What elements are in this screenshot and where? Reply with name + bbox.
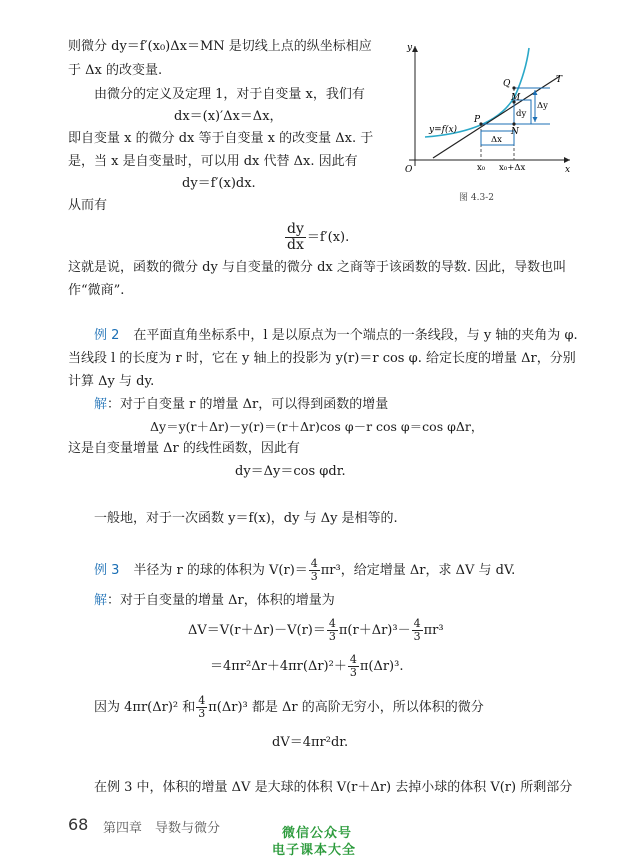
point-Q <box>512 86 515 89</box>
text-line: 则微分 dy＝f′(x₀)Δx＝MN 是切线上点的纵坐标相应 <box>68 39 372 54</box>
y-axis-arrow-icon <box>412 46 418 52</box>
equation-part: π(Δr)³. <box>359 659 404 674</box>
text-line: 于 Δx 的改变量. <box>68 63 163 78</box>
x0dx-label: x₀+Δx <box>499 163 526 173</box>
text-line: 这就是说，函数的微分 dy 与自变量的微分 dx 之商等于该函数的导数. 因此，导数也叫 <box>68 260 567 275</box>
text-line: 一般地，对于一次函数 y＝f(x)，dy 与 Δy 是相等的. <box>94 511 398 526</box>
point-N <box>512 122 515 125</box>
x-axis-label: x <box>565 165 571 175</box>
text-line: 作“微商”. <box>68 283 125 298</box>
solution-line <box>94 396 388 414</box>
text-line <box>94 693 484 723</box>
watermark-line-1: 微信公众号 <box>282 826 353 841</box>
text-line: 当线段 l 的长度为 r 时，它在 y 轴上的投影为 y(r)＝r cos φ. 给定长度的增量 Δr，分别 <box>68 351 576 366</box>
frac-numerator: 4 <box>349 653 357 666</box>
frac-numerator: 4 <box>328 617 336 630</box>
example-2-label: 例 2 <box>94 328 120 343</box>
frac-numerator: dy <box>287 221 304 237</box>
solution-label: 解 <box>94 397 108 412</box>
page-number: 68 <box>68 815 89 834</box>
dy-label: dy <box>516 109 527 119</box>
frac-denominator: 3 <box>413 630 421 643</box>
equation-delta-v-expanded <box>210 652 403 682</box>
x0-label: x₀ <box>477 163 486 173</box>
frac-denominator: 3 <box>310 570 318 583</box>
text-line: 这是自变量增量 Δr 的线性函数，因此有 <box>68 441 300 456</box>
example-2-line <box>94 327 578 345</box>
frac-numerator: 4 <box>198 694 206 707</box>
equation-part: π(r＋Δr)³－ <box>338 623 411 638</box>
Dx-label: Δx <box>491 135 502 145</box>
text-line: 是，当 x 是自变量时，可以用 dx 代替 Δx. 因此有 <box>68 154 358 169</box>
equation-delta-v <box>188 616 444 646</box>
y-axis-label: y <box>407 43 413 53</box>
arrow-down-icon <box>533 117 538 122</box>
solution-label: 解 <box>94 593 108 608</box>
equation: dy＝Δy＝cos φdr. <box>235 464 346 479</box>
equation: dy＝f′(x)dx. <box>182 176 256 191</box>
example-3-line <box>94 556 515 586</box>
frac-denominator: 3 <box>328 630 336 643</box>
text-line: 计算 Δy 与 dy. <box>68 374 155 389</box>
text-part: 因为 4πr(Δr)² 和 <box>94 700 196 715</box>
text-line: 在例 3 中，体积的增量 ΔV 是大球的体积 V(r＋Δr) 去掉小球的体积 V(r) 所剩部分 <box>94 780 573 795</box>
figure-caption: 图 4.3-2 <box>459 193 494 203</box>
solution-line <box>94 592 335 610</box>
equation-part: ΔV＝V(r＋Δr)－V(r)＝ <box>188 623 326 638</box>
M-label: M <box>511 93 521 103</box>
P-label: P <box>474 115 481 125</box>
equation: dx＝(x)′Δx＝Δx， <box>174 109 283 124</box>
frac-denominator: dx <box>287 237 304 253</box>
equation-part: ＝4πr²Δr＋4πr(Δr)²＋ <box>210 659 347 674</box>
text-line: 从而有 <box>68 198 108 213</box>
equation-part: πr³ <box>423 623 444 638</box>
solution-text: ：对于自变量的增量 Δr，体积的增量为 <box>107 593 335 608</box>
frac-numerator: 4 <box>310 557 318 570</box>
chapter-title: 第四章 导数与微分 <box>103 821 221 836</box>
watermark-line-2: 电子课本大全 <box>272 843 357 858</box>
text-line: 由微分的定义及定理 1，对于自变量 x，我们有 <box>94 87 365 102</box>
equation: Δy＝y(r＋Δr)－y(r)＝(r＋Δr)cos φ－r cos φ＝cos φΔr， <box>150 419 484 434</box>
Q-label: Q <box>503 79 511 89</box>
example-3-label: 例 3 <box>94 563 120 578</box>
T-label: T <box>556 75 563 85</box>
equation-derivative <box>284 222 349 253</box>
equation: dV＝4πr²dr. <box>272 735 349 750</box>
text-line: 即自变量 x 的微分 dx 等于自变量 x 的改变量 Δx. 于 <box>68 131 374 146</box>
Dy-label: Δy <box>537 101 548 111</box>
curve-label: y=f(x) <box>429 125 458 135</box>
frac-numerator: 4 <box>413 617 421 630</box>
tangent-figure <box>395 38 585 208</box>
equation-rhs: ＝f′(x). <box>306 230 350 245</box>
origin-label: O <box>405 165 413 175</box>
frac-denominator: 3 <box>198 707 206 720</box>
example-3-text: 半径为 r 的球的体积为 V(r)＝ <box>133 563 308 578</box>
example-3-text: πr³，给定增量 Δr，求 ΔV 与 dV. <box>320 563 516 578</box>
solution-text: ：对于自变量 r 的增量 Δr，可以得到函数的增量 <box>107 397 389 412</box>
frac-denominator: 3 <box>349 666 357 679</box>
N-label: N <box>511 127 519 137</box>
text-part: π(Δr)³ 都是 Δr 的高阶无穷小，所以体积的微分 <box>208 700 484 715</box>
x-axis-arrow-icon <box>564 157 570 163</box>
example-2-text: 在平面直角坐标系中，l 是以原点为一个端点的一条线段，与 y 轴的夹角为 φ. <box>133 328 578 343</box>
